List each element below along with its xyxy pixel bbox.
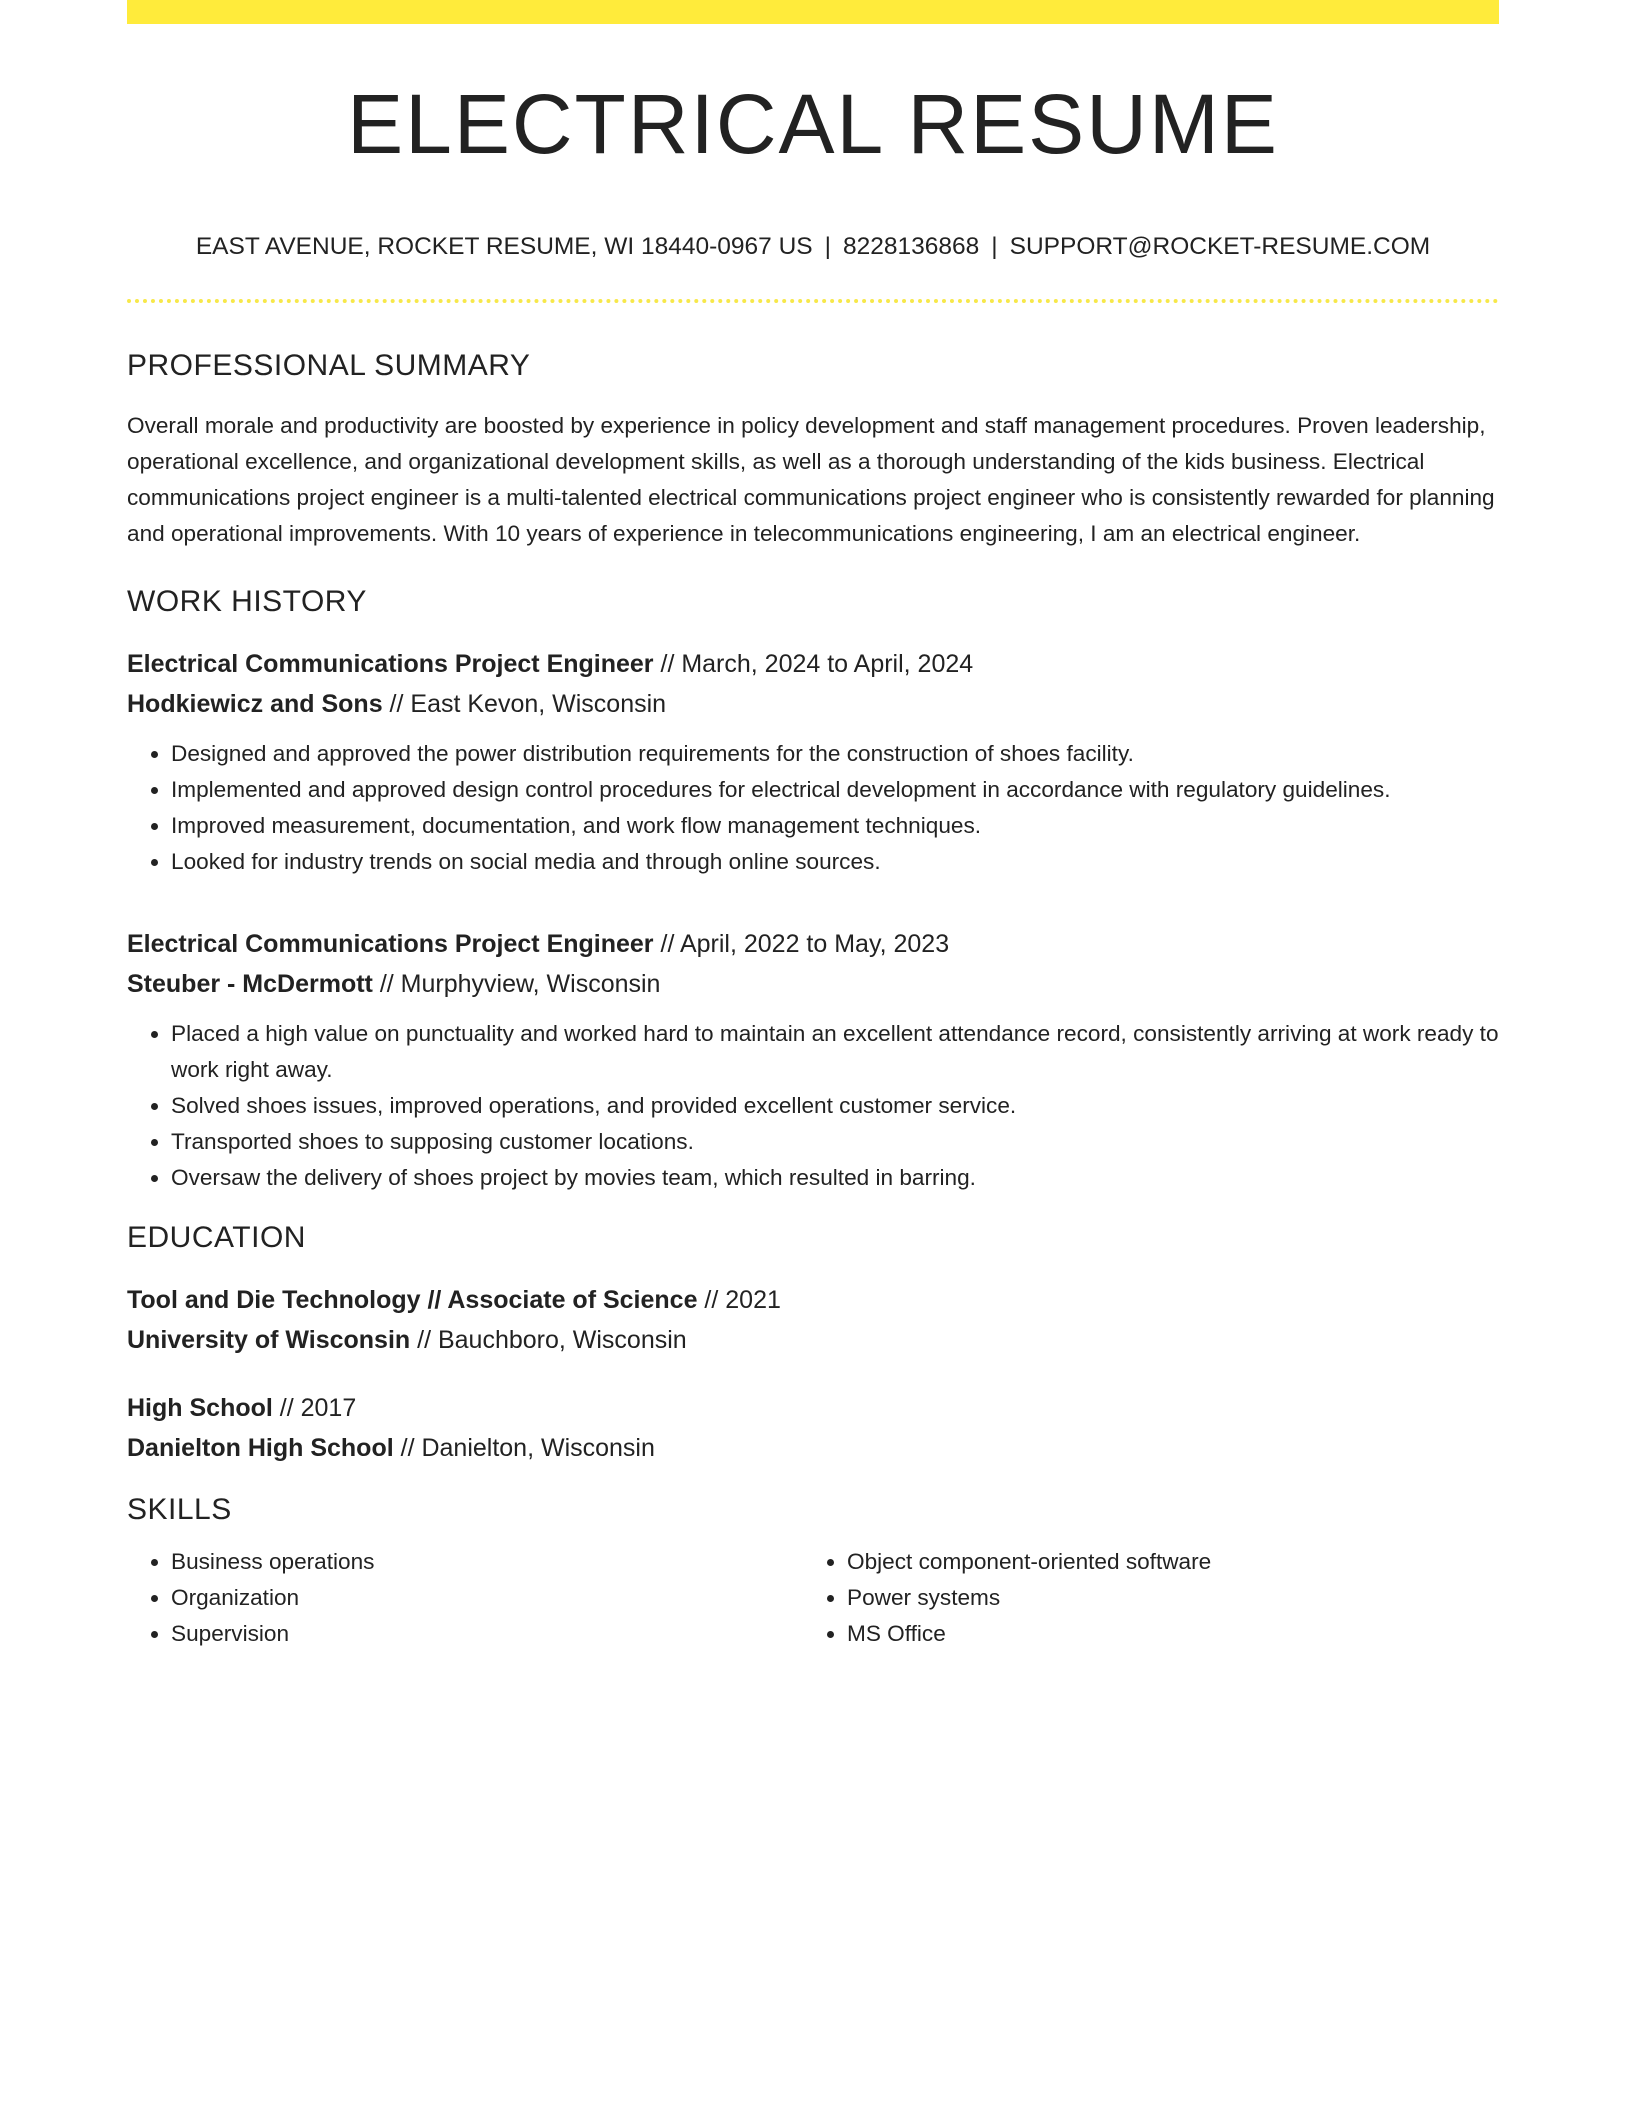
summary-heading: PROFESSIONAL SUMMARY: [127, 349, 531, 383]
summary-text: Overall morale and productivity are boosted by experience in policy development and staff management procedures. Proven leadership, operational excellence, and organizational development skills, as well as a thorough understanding of the kids business. Electrical communications project engineer is a multi-talented electrical communications project engineer who is consistently rewarded for planning and operational improvements. With 10 years of experience in telecommunications engineering, I am an electrical engineer.: [127, 413, 1495, 547]
skill-item: • MS Office: [847, 1616, 1477, 1652]
job-bullets: [127, 736, 1499, 880]
job-bullets: [127, 1016, 1499, 1196]
resume-name: ELECTRICAL RESUME: [347, 77, 1279, 171]
job-entry: [127, 644, 1499, 880]
contact-phone: 8228136868: [843, 233, 980, 260]
education-school-line: [127, 1320, 1499, 1360]
education-location: // Bauchboro, Wisconsin: [410, 1326, 687, 1355]
education-degree-line: [127, 1280, 1499, 1320]
skills-heading: SKILLS: [127, 1493, 232, 1527]
skill-item: • Supervision: [171, 1616, 803, 1652]
contact-address: EAST AVENUE, ROCKET RESUME, WI 18440-0967 US: [195, 233, 813, 260]
job-role: Electrical Communications Project Engineer: [127, 650, 654, 679]
skill-item: • Power systems: [847, 1580, 1477, 1616]
job-bullet: • Solved shoes issues, improved operations, and provided excellent customer service.: [171, 1088, 1499, 1124]
skills-list-left: [127, 1544, 803, 1652]
skills-columns: [127, 1544, 1499, 1652]
job-role: Electrical Communications Project Engineer: [127, 930, 654, 959]
education-entry: [127, 1280, 1499, 1360]
job-bullet: • Placed a high value on punctuality and worked hard to maintain an excellent attendance record, consistently arriving at work ready to work right away.: [171, 1016, 1499, 1088]
job-bullet: • Transported shoes to supposing customer locations.: [171, 1124, 1499, 1160]
job-bullet: • Oversaw the delivery of shoes project by movies team, which resulted in barring.: [171, 1160, 1499, 1196]
education-school: Danielton High School: [127, 1434, 394, 1463]
skills-list-right: [803, 1544, 1477, 1652]
job-company-line: [127, 684, 1499, 724]
contact-separator: |: [991, 233, 998, 260]
job-bullet: • Implemented and approved design control procedures for electrical development in accordance with regulatory guidelines.: [171, 772, 1499, 808]
job-company-line: [127, 964, 1499, 1004]
education-degree: High School: [127, 1394, 273, 1423]
education-school-line: [127, 1428, 1499, 1468]
education-degree-line: [127, 1388, 1499, 1428]
skill-item: • Organization: [171, 1580, 803, 1616]
top-accent-bar: [127, 0, 1499, 24]
education-school: University of Wisconsin: [127, 1326, 411, 1355]
job-entry: [127, 924, 1499, 1196]
education-entry: [127, 1388, 1499, 1468]
resume-page: [127, 0, 1499, 1652]
job-dates: // March, 2024 to April, 2024: [653, 650, 974, 679]
job-company: Steuber - McDermott: [127, 970, 373, 999]
contact-separator: |: [824, 233, 831, 260]
contact-email: SUPPORT@ROCKET-RESUME.COM: [1009, 233, 1431, 260]
education-heading: EDUCATION: [127, 1221, 306, 1255]
education-year: // 2017: [272, 1394, 357, 1423]
education-year: // 2021: [697, 1286, 781, 1315]
job-dates: // April, 2022 to May, 2023: [653, 930, 950, 959]
job-bullet: • Looked for industry trends on social media and through online sources.: [171, 844, 1499, 880]
skill-item: • Object component-oriented software: [847, 1544, 1477, 1580]
dotted-divider: [127, 299, 1499, 303]
education-degree: Tool and Die Technology // Associate of Science: [127, 1286, 698, 1315]
skill-item: • Business operations: [171, 1544, 803, 1580]
job-title-line: [127, 644, 1499, 684]
job-title-line: [127, 924, 1499, 964]
work-history-heading: WORK HISTORY: [127, 585, 367, 619]
contact-line: [127, 232, 1499, 261]
education-location: // Danielton, Wisconsin: [393, 1434, 655, 1463]
job-bullet: • Designed and approved the power distribution requirements for the construction of shoes facility.: [171, 736, 1499, 772]
job-location: // East Kevon, Wisconsin: [382, 690, 667, 719]
job-bullet: • Improved measurement, documentation, and work flow management techniques.: [171, 808, 1499, 844]
job-location: // Murphyview, Wisconsin: [372, 970, 661, 999]
job-company: Hodkiewicz and Sons: [127, 690, 383, 719]
